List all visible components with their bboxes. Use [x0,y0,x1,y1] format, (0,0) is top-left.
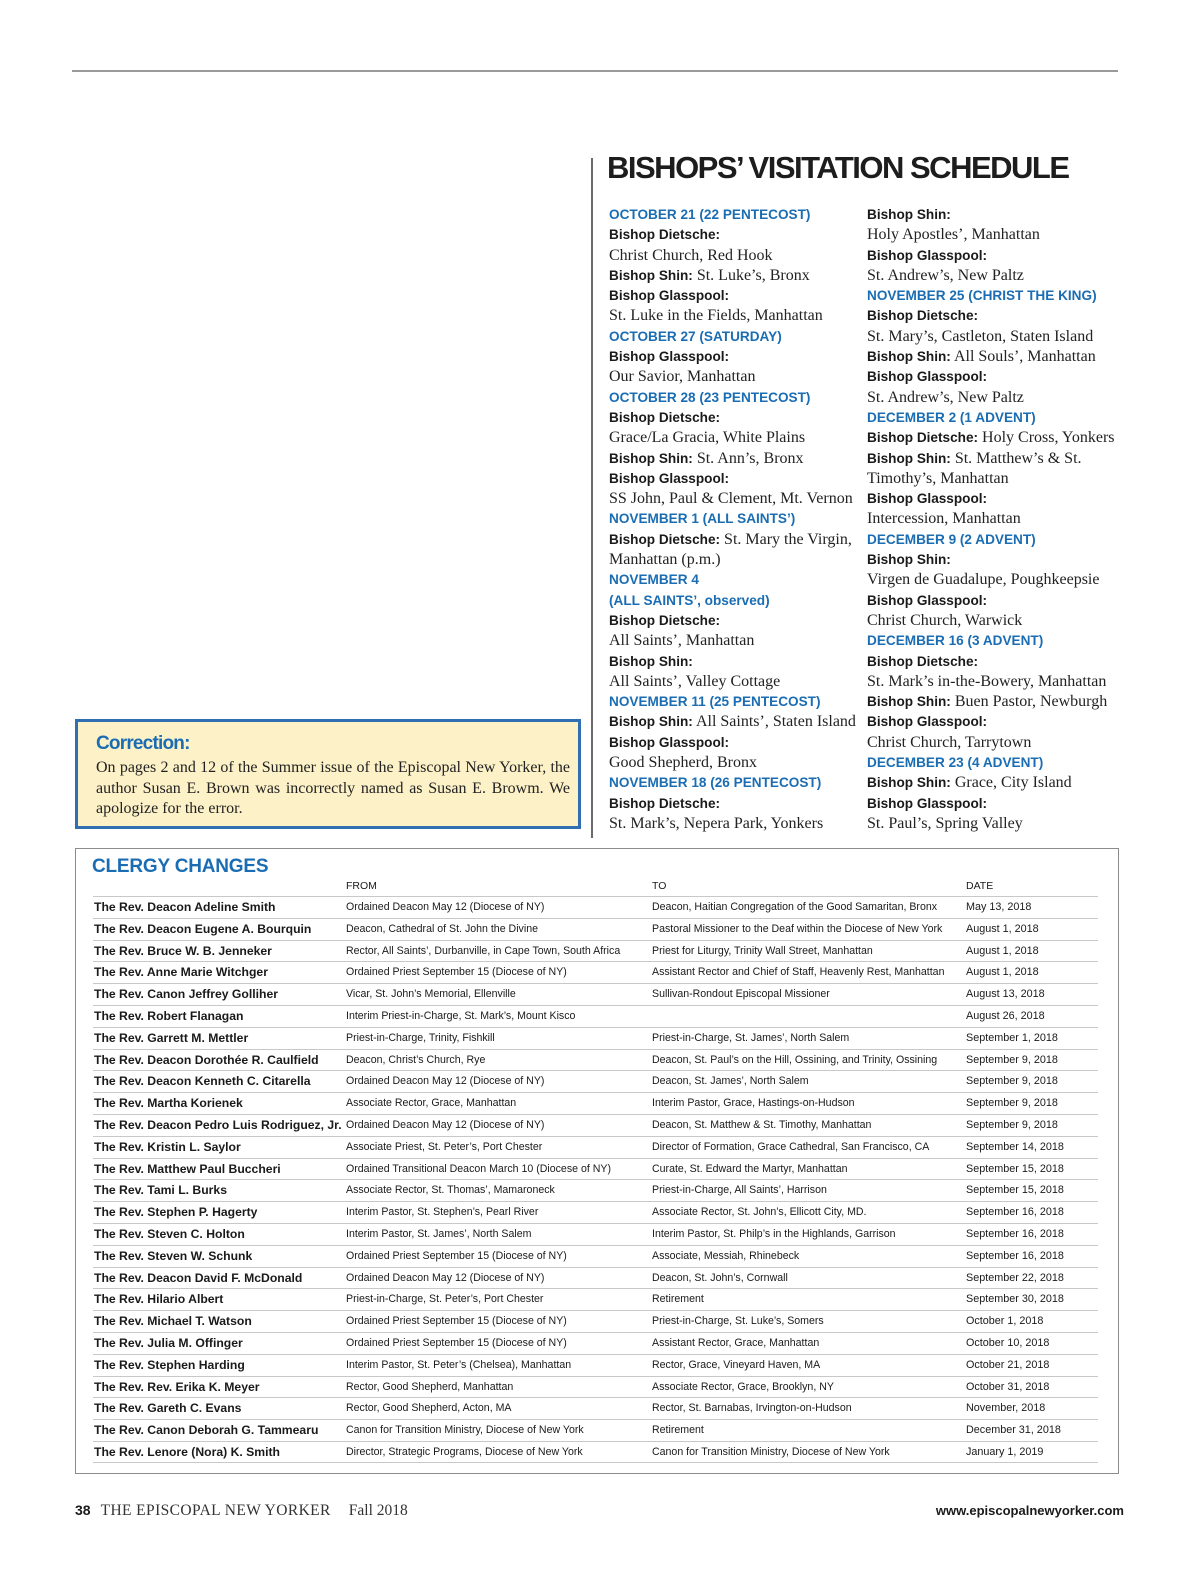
change-date: August 1, 2018 [966,966,1039,979]
table-row [93,1179,1098,1201]
schedule-entry [867,733,1122,753]
bishop-name: Bishop Dietsche: [867,308,979,324]
from-position: Ordained Deacon May 12 (Diocese of NY) [346,1118,545,1131]
correction-title: Correction: [96,733,190,754]
schedule-entry [609,469,865,489]
to-position: Associate Rector, St. John’s, Ellicott City, MD. [652,1206,867,1219]
column-header-from: FROM [346,880,377,892]
bishop-name: Bishop Dietsche: [867,430,979,446]
clergy-name: The Rev. Julia M. Offinger [94,1335,243,1350]
schedule-entry [867,773,1122,793]
to-position: Retirement [652,1424,704,1437]
clergy-name: The Rev. Gareth C. Evans [94,1401,242,1416]
schedule-entry [609,753,865,773]
to-position: Priest-in-Charge, St. Luke’s, Somers [652,1315,824,1328]
parish-name: Good Shepherd, Bronx [609,754,757,772]
schedule-entry [609,225,865,245]
from-position: Ordained Priest September 15 (Diocese of NY) [346,1336,567,1349]
clergy-name: The Rev. Rev. Erika K. Meyer [94,1379,260,1394]
change-date: September 15, 2018 [966,1162,1064,1175]
bishop-name: Bishop Shin: [867,207,951,222]
schedule-entry [609,550,865,570]
parish-name: St. Ann’s, Bronx [692,449,804,467]
table-row [93,1288,1098,1310]
parish-name: St. Luke’s, Bronx [692,266,810,284]
schedule-title: BISHOPS’ VISITATION SCHEDULE [607,150,1069,185]
change-date: September 16, 2018 [966,1227,1064,1240]
parish-name: St. Mary the Virgin, [720,530,852,548]
schedule-entry [609,306,865,326]
footer-left [75,1502,408,1520]
to-position: Interim Pastor, St. Philp’s in the Highlands, Garrison [652,1227,896,1240]
parish-name: Our Savior, Manhattan [609,368,756,386]
schedule-column-1 [609,205,865,834]
change-date: August 13, 2018 [966,988,1045,1001]
clergy-name: The Rev. Deacon Kenneth C. Citarella [94,1074,311,1089]
parish-name: St. Matthew’s & St. [950,449,1082,467]
parish-name: Holy Apostles’, Manhattan [867,226,1040,244]
change-date: September 9, 2018 [966,1053,1058,1066]
clergy-name: The Rev. Michael T. Watson [94,1314,252,1329]
change-date: August 26, 2018 [966,1009,1045,1022]
change-date: September 15, 2018 [966,1184,1064,1197]
clergy-name: The Rev. Steven C. Holton [94,1226,245,1241]
table-row [93,1397,1098,1419]
parish-name: Intercession, Manhattan [867,510,1021,528]
bishop-name: Bishop Dietsche: [609,795,721,811]
change-date: August 1, 2018 [966,944,1039,957]
column-header-to: TO [652,880,667,892]
schedule-date-heading: NOVEMBER 1 (ALL SAINTS’) [609,511,796,527]
table-row [93,940,1098,962]
schedule-divider [591,158,593,838]
table-row [93,1027,1098,1049]
clergy-name: The Rev. Deacon Eugene A. Bourquin [94,921,312,936]
schedule-entry [609,449,865,469]
change-date: September 16, 2018 [966,1249,1064,1262]
bishop-name: Bishop Shin: [609,653,693,669]
top-rule [72,70,1118,72]
schedule-date-heading: NOVEMBER 18 (26 PENTECOST) [609,775,822,791]
schedule-entry [609,489,865,509]
parish-name: Christ Church, Red Hook [609,246,773,264]
table-row [93,983,1098,1005]
schedule-entry [867,367,1122,387]
parish-name: Holy Cross, Yonkers [978,429,1115,447]
parish-name: SS John, Paul & Clement, Mt. Vernon [609,490,853,508]
schedule-entry [867,611,1122,631]
parish-name: St. Andrew’s, New Paltz [867,266,1024,284]
schedule-date-heading: DECEMBER 16 (3 ADVENT) [867,633,1044,649]
schedule-entry [609,347,865,367]
schedule-entry [609,246,865,266]
change-date: January 1, 2019 [966,1445,1044,1458]
to-position: Rector, Grace, Vineyard Haven, MA [652,1358,821,1371]
from-position: Canon for Transition Ministry, Diocese of New York [346,1424,584,1437]
schedule-entry [867,388,1122,408]
bishop-name: Bishop Glasspool: [867,247,988,263]
to-position: Retirement [652,1293,704,1306]
bishop-name: Bishop Glasspool: [609,349,730,365]
schedule-entry [609,428,865,448]
parish-name: All Saints’, Staten Island [692,713,856,731]
schedule-date-heading: OCTOBER 28 (23 PENTECOST) [609,389,811,405]
parish-name: St. Andrew’s, New Paltz [867,388,1024,406]
to-position: Pastoral Missioner to the Deaf within the Diocese of New York [652,922,943,935]
table-row [93,1332,1098,1354]
bishop-name: Bishop Glasspool: [867,491,988,507]
bishop-name: Bishop Glasspool: [867,592,988,608]
from-position: Ordained Deacon May 12 (Diocese of NY) [346,1075,545,1088]
to-position: Deacon, Haitian Congregation of the Good Samaritan, Bronx [652,901,938,913]
from-position: Interim Pastor, St. Stephen’s, Pearl River [346,1206,539,1219]
from-position: Ordained Priest September 15 (Diocese of NY) [346,1249,567,1262]
change-date: September 16, 2018 [966,1206,1064,1219]
bishop-name: Bishop Dietsche: [609,612,721,628]
table-row [93,1070,1098,1092]
change-date: October 1, 2018 [966,1315,1044,1328]
parish-name: All Saints’, Manhattan [609,632,755,650]
change-date: October 10, 2018 [966,1336,1050,1349]
schedule-entry [867,266,1122,286]
table-row [93,1354,1098,1376]
parish-name: St. Paul’s, Spring Valley [867,814,1023,832]
schedule-entry [867,225,1122,245]
to-position: Deacon, St. John’s, Cornwall [652,1271,788,1284]
from-position: Rector, Good Shepherd, Acton, MA [346,1402,512,1415]
schedule-entry [867,327,1122,347]
to-position: Associate, Messiah, Rhinebeck [652,1249,800,1262]
table-row [93,918,1098,940]
parish-name: All Souls’, Manhattan [950,348,1096,366]
change-date: September 30, 2018 [966,1293,1064,1306]
table-row [93,1310,1098,1332]
schedule-date-heading: OCTOBER 27 (SATURDAY) [609,328,782,344]
table-row [93,961,1098,983]
table-row [93,1092,1098,1114]
table-row [93,1114,1098,1136]
to-position: Canon for Transition Ministry, Diocese of New York [652,1445,890,1458]
parish-name: St. Luke in the Fields, Manhattan [609,307,823,325]
clergy-name: The Rev. Deacon Pedro Luis Rodriguez, Jr. [94,1117,342,1132]
schedule-date-heading: NOVEMBER 4 [609,572,699,588]
clergy-name: The Rev. Matthew Paul Buccheri [94,1161,281,1176]
table-row [93,1005,1098,1027]
change-date: October 31, 2018 [966,1380,1050,1393]
schedule-entry [867,814,1122,834]
schedule-entry [867,550,1122,570]
change-date: September 1, 2018 [966,1031,1058,1044]
parish-name: Christ Church, Warwick [867,611,1023,629]
parish-name: Virgen de Guadalupe, Poughkeepsie [867,571,1100,589]
to-position: Priest-in-Charge, St. James’, North Salem [652,1031,850,1044]
to-position: Associate Rector, Grace, Brooklyn, NY [652,1380,834,1393]
table-row [93,896,1098,918]
schedule-entry [609,286,865,306]
parish-name: Manhattan (p.m.) [609,551,721,569]
clergy-name: The Rev. Lenore (Nora) K. Smith [94,1444,280,1459]
schedule-date-heading: OCTOBER 21 (22 PENTECOST) [609,207,811,222]
table-row [93,1441,1098,1463]
clergy-name: The Rev. Deacon Adeline Smith [94,900,276,914]
change-date: August 1, 2018 [966,922,1039,935]
schedule-entry [609,631,865,651]
from-position: Interim Priest-in-Charge, St. Mark’s, Mount Kisco [346,1009,576,1022]
schedule-entry [867,347,1122,367]
schedule-entry [609,794,865,814]
schedule-entry [609,733,865,753]
bishop-name: Bishop Dietsche: [609,531,721,547]
clergy-changes-table [93,896,1098,1463]
table-row [93,1376,1098,1398]
bishop-name: Bishop Shin: [867,775,951,791]
magazine-name: THE EPISCOPAL NEW YORKER [100,1502,331,1519]
parish-name: All Saints’, Valley Cottage [609,672,781,690]
to-position: Director of Formation, Grace Cathedral, San Francisco, CA [652,1140,930,1153]
schedule-entry [867,428,1122,448]
change-date: September 9, 2018 [966,1118,1058,1131]
schedule-entry [609,652,865,672]
from-position: Interim Pastor, St. James’, North Salem [346,1227,532,1240]
schedule-entry [867,509,1122,529]
clergy-changes-title: CLERGY CHANGES [92,856,269,877]
clergy-name: The Rev. Tami L. Burks [94,1183,227,1198]
bishop-name: Bishop Glasspool: [609,734,730,750]
bishop-name: Bishop Shin: [867,349,951,365]
from-position: Priest-in-Charge, St. Peter’s, Port Chester [346,1293,544,1306]
table-row [93,1419,1098,1441]
to-position: Rector, St. Barnabas, Irvington-on-Hudson [652,1402,852,1415]
clergy-name: The Rev. Kristin L. Saylor [94,1139,241,1154]
to-position: Deacon, St. Paul’s on the Hill, Ossining, and Trinity, Ossining [652,1053,938,1066]
change-date: November, 2018 [966,1402,1046,1415]
change-date: October 21, 2018 [966,1358,1050,1371]
schedule-date-heading: DECEMBER 9 (2 ADVENT) [867,531,1036,547]
schedule-entry [867,712,1122,732]
bishop-name: Bishop Glasspool: [609,470,730,486]
parish-name: St. Mary’s, Castleton, Staten Island [867,327,1094,345]
schedule-entry [609,530,865,550]
clergy-name: The Rev. Anne Marie Witchger [94,965,268,980]
to-position: Deacon, St. James’, North Salem [652,1075,809,1088]
schedule-date-heading: (ALL SAINTS’, observed) [609,592,770,608]
to-position: Deacon, St. Matthew & St. Timothy, Manhattan [652,1118,872,1131]
from-position: Associate Priest, St. Peter’s, Port Chester [346,1140,543,1153]
change-date: September 9, 2018 [966,1075,1058,1088]
change-date: December 31, 2018 [966,1424,1061,1437]
table-row [93,1245,1098,1267]
column-header-date: DATE [966,880,994,892]
change-date: September 14, 2018 [966,1140,1064,1153]
change-date: September 9, 2018 [966,1097,1058,1110]
bishop-name: Bishop Shin: [609,267,693,283]
from-position: Rector, All Saints’, Durbanville, in Cape Town, South Africa [346,944,621,957]
bishop-name: Bishop Shin: [867,450,951,466]
from-position: Ordained Transitional Deacon March 10 (Diocese of NY) [346,1162,611,1175]
schedule-entry [867,591,1122,611]
correction-body: On pages 2 and 12 of the Summer issue of the Episcopal New Yorker, the author Susan E. Brown was incorrectly named as Susan E. Browm. We apologize for the error. [96,759,570,817]
bishop-name: Bishop Shin: [867,694,951,710]
clergy-name: The Rev. Deacon Dorothée R. Caulfield [94,1052,319,1067]
schedule-date-heading: NOVEMBER 25 (CHRIST THE KING) [867,288,1097,304]
correction-box [75,719,581,829]
schedule-entry [867,672,1122,692]
bishop-name: Bishop Shin: [609,714,693,730]
parish-name: Grace/La Gracia, White Plains [609,429,806,447]
to-position: Assistant Rector, Grace, Manhattan [652,1336,820,1349]
schedule-entry [867,449,1122,469]
schedule-date-heading: NOVEMBER 11 (25 PENTECOST) [609,694,821,710]
schedule-entry [867,469,1122,489]
parish-name: St. Mark’s, Nepera Park, Yonkers [609,814,824,832]
schedule-entry [867,570,1122,590]
clergy-name: The Rev. Canon Jeffrey Golliher [94,987,278,1002]
page-number: 38 [75,1502,91,1518]
schedule-date-heading: DECEMBER 2 (1 ADVENT) [867,409,1036,425]
clergy-name: The Rev. Stephen P. Hagerty [94,1205,258,1220]
schedule-entry [609,408,865,428]
to-position: Priest-in-Charge, All Saints’, Harrison [652,1184,827,1197]
to-position: Interim Pastor, Grace, Hastings-on-Hudson [652,1097,855,1110]
schedule-entry [609,712,865,732]
bishop-name: Bishop Dietsche: [609,409,721,425]
schedule-entry [867,489,1122,509]
schedule-entry [609,814,865,834]
from-position: Director, Strategic Programs, Diocese of New York [346,1445,583,1458]
bishop-name: Bishop Glasspool: [609,288,730,304]
from-position: Ordained Priest September 15 (Diocese of NY) [346,1315,567,1328]
bishop-name: Bishop Dietsche: [867,653,979,669]
schedule-column-2 [867,205,1122,834]
from-position: Associate Rector, Grace, Manhattan [346,1097,517,1110]
table-row [93,1267,1098,1289]
website-link[interactable]: www.episcopalnewyorker.com [935,1503,1124,1518]
to-position: Sullivan-Rondout Episcopal Missioner [652,988,830,1001]
table-row [93,1136,1098,1158]
parish-name: Grace, City Island [950,774,1072,792]
schedule-entry [609,367,865,387]
schedule-entry [867,246,1122,266]
schedule-entry [867,205,1122,225]
clergy-name: The Rev. Stephen Harding [94,1357,245,1372]
schedule-entry [867,692,1122,712]
clergy-name: The Rev. Canon Deborah G. Tammearu [94,1423,319,1438]
bishop-name: Bishop Shin: [867,552,951,568]
parish-name: Christ Church, Tarrytown [867,733,1032,751]
table-row [93,1223,1098,1245]
parish-name: Timothy’s, Manhattan [867,469,1009,487]
to-position: Assistant Rector and Chief of Staff, Heavenly Rest, Manhattan [652,966,945,979]
table-row [93,1158,1098,1180]
clergy-name: The Rev. Hilario Albert [94,1292,224,1307]
clergy-name: The Rev. Martha Korienek [94,1096,243,1111]
change-date: September 22, 2018 [966,1271,1064,1284]
schedule-entry [867,306,1122,326]
clergy-name: The Rev. Garrett M. Mettler [94,1030,249,1045]
from-position: Deacon, Christ’s Church, Rye [346,1053,486,1066]
bishop-name: Bishop Glasspool: [867,795,988,811]
bishop-name: Bishop Glasspool: [867,714,988,730]
schedule-entry [609,611,865,631]
to-position: Curate, St. Edward the Martyr, Manhattan [652,1162,848,1175]
bishop-name: Bishop Dietsche: [609,227,721,243]
from-position: Ordained Priest September 15 (Diocese of NY) [346,966,567,979]
schedule-entry [609,672,865,692]
change-date: May 13, 2018 [966,901,1032,913]
from-position: Associate Rector, St. Thomas’, Mamaroneck [346,1184,555,1197]
from-position: Ordained Deacon May 12 (Diocese of NY) [346,1271,545,1284]
clergy-name: The Rev. Bruce W. B. Jenneker [94,943,272,958]
from-position: Rector, Good Shepherd, Manhattan [346,1380,514,1393]
schedule-entry [609,266,865,286]
parish-name: St. Mark’s in-the-Bowery, Manhattan [867,672,1107,690]
clergy-name: The Rev. Robert Flanagan [94,1008,244,1023]
schedule-date-heading: DECEMBER 23 (4 ADVENT) [867,755,1044,771]
issue-label: Fall 2018 [348,1502,408,1519]
parish-name: Buen Pastor, Newburgh [950,693,1108,711]
bishop-name: Bishop Shin: [609,450,693,466]
from-position: Vicar, St. John’s Memorial, Ellenville [346,988,516,1001]
bishop-name: Bishop Glasspool: [867,369,988,385]
schedule-entry [867,652,1122,672]
from-position: Interim Pastor, St. Peter’s (Chelsea), Manhattan [346,1358,572,1371]
table-row [93,1049,1098,1071]
to-position: Priest for Liturgy, Trinity Wall Street, Manhattan [652,944,873,957]
clergy-name: The Rev. Steven W. Schunk [94,1248,253,1263]
from-position: Priest-in-Charge, Trinity, Fishkill [346,1031,495,1044]
from-position: Deacon, Cathedral of St. John the Divine [346,922,538,935]
from-position: Ordained Deacon May 12 (Diocese of NY) [346,901,545,913]
schedule-entry [867,794,1122,814]
table-row [93,1201,1098,1223]
clergy-name: The Rev. Deacon David F. McDonald [94,1270,303,1285]
